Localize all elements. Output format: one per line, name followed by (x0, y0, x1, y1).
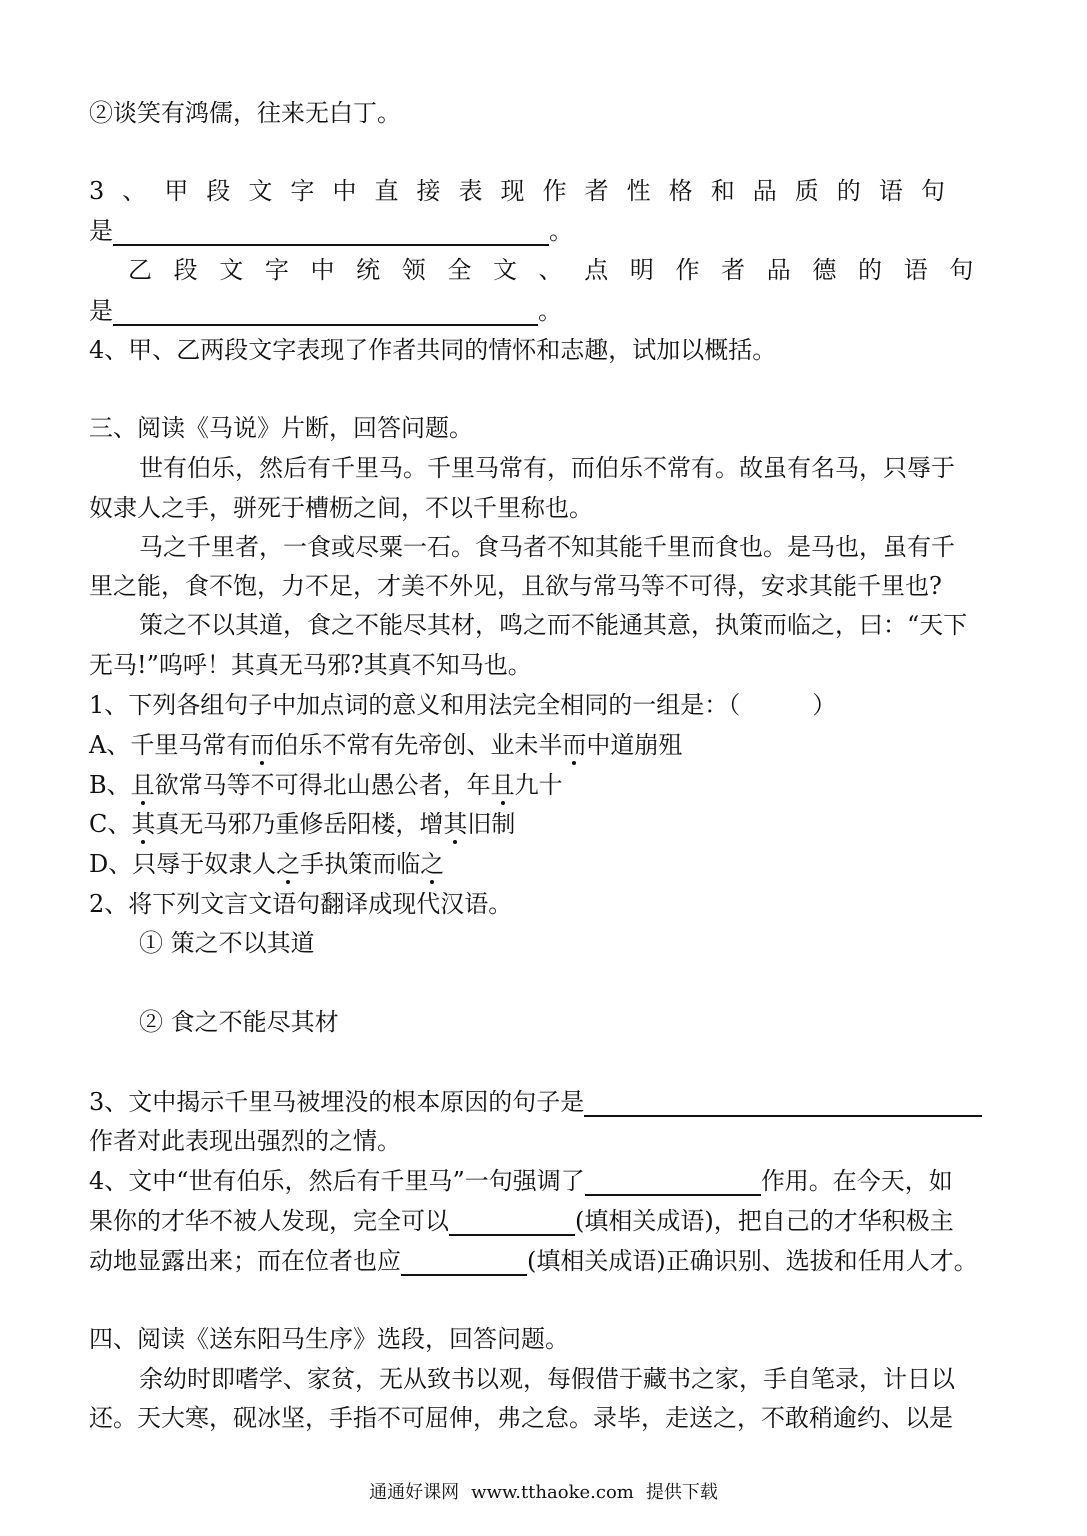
option-d-part1: D、只辱于奴隶人 (89, 850, 277, 878)
q3-b-text: 乙 段 文 字 中 统 领 全 文 、 点 明 作 者 品 德 的 语 句 (128, 256, 981, 284)
option-c-part3: 旧制 (467, 810, 516, 838)
section2-q3-line3 (128, 255, 980, 285)
q3-b-answer-blank[interactable] (113, 302, 538, 326)
q3-b-end: 是 (89, 297, 113, 325)
section3-option-a (89, 730, 682, 760)
section3-q4-line3 (89, 1246, 978, 1276)
section4-p1-line1: 余幼时即嗜学、家贫，无从致书以观，每假借于藏书之家，手自笔录，计日以 (139, 1365, 955, 1393)
section3-q3-line1 (89, 1087, 982, 1117)
option-b-part3: 九十 (514, 771, 563, 799)
section2-q3-line1 (89, 176, 950, 206)
option-c-dotted-word2: 其 (443, 810, 468, 838)
option-a-part3: 中道崩殂 (586, 731, 683, 759)
section3-option-b (89, 770, 563, 800)
q4-prompt-part1: 4、文中“世有伯乐，然后有千里马”一句强调了 (89, 1167, 585, 1195)
q3-a-answer-blank[interactable] (113, 222, 549, 246)
footer-note: 提供下载 (645, 1482, 718, 1503)
option-c-part2: 真无马邪乃重修岳阳楼，增 (155, 810, 444, 838)
section2-q3-line2 (89, 216, 573, 246)
option-b-dotted-word1: 且 (130, 771, 155, 799)
option-b-part2: 欲常马等不可得北山愚公者，年 (154, 771, 491, 799)
option-d-part2: 手执策而临 (300, 850, 421, 878)
option-d-dotted-word1: 之 (276, 850, 301, 878)
section3-p2-line1: 马之千里者，一食或尽粟一石。食马者不知其能千里而食也。是马也，虽有千 (139, 533, 955, 561)
q4-prompt-part5: 动地显露出来；而在位者也应 (89, 1247, 401, 1275)
section4-heading: 四、阅读《送东阳马生序》选段，回答问题。 (89, 1325, 569, 1353)
section3-q4-line2 (89, 1206, 954, 1236)
option-b-dotted-word2: 且 (490, 771, 515, 799)
section3-p2-line2: 里之能，食不饱，力不足，才美不外见，且欲与常马等不可得，安求其能千里也? (89, 572, 942, 600)
q3-a-text: 3 、 甲 段 文 字 中 直 接 表 现 作 者 性 格 和 品 质 的 语 句 (89, 177, 951, 205)
section2-q4: 4、甲、乙两段文字表现了作者共同的情怀和志趣，试加以概括。 (89, 336, 777, 364)
q3-b-period: 。 (538, 297, 562, 325)
q4-prompt-part6: (填相关成语)正确识别、选拔和任用人才。 (527, 1247, 978, 1275)
section3-q1: 1、下列各组句子中加点词的意义和用法完全相同的一组是：（ ） (89, 691, 837, 719)
section3-q2-item2: ② 食之不能尽其材 (139, 1008, 339, 1036)
option-d-dotted-word2: 之 (420, 850, 445, 878)
footer-url[interactable]: www.tthaoke.com (471, 1482, 634, 1503)
option-a-dotted-word1: 而 (250, 731, 275, 759)
section2-q3-line4 (89, 296, 562, 326)
q4-answer-blank1[interactable] (585, 1172, 761, 1196)
footer-site-name: 通通好课网 (369, 1482, 460, 1503)
section3-option-d (89, 849, 444, 879)
q4-answer-blank2[interactable] (449, 1212, 575, 1236)
q4-prompt-part4: (填相关成语)，把自己的才华积极主 (575, 1207, 954, 1235)
section3-option-c (89, 809, 515, 839)
section2-q2-item2: ②谈笑有鸿儒，往来无白丁。 (89, 99, 401, 127)
section3-p1-line1: 世有伯乐，然后有千里马。千里马常有，而伯乐不常有。故虽有名马，只辱于 (139, 454, 955, 482)
section3-q2: 2、将下列文言文语句翻译成现代汉语。 (89, 890, 513, 918)
section3-p1-line2: 奴隶人之手，骈死于槽枥之间，不以千里称也。 (89, 494, 593, 522)
section3-q2-item1: ① 策之不以其道 (139, 929, 315, 957)
q3-prompt: 3、文中揭示千里马被埋没的根本原因的句子是 (89, 1088, 585, 1116)
option-a-part1: A、千里马常有 (89, 731, 251, 759)
section3-q3-line2: 作者对此表现出强烈的之情。 (89, 1127, 401, 1155)
section4-p1-line2: 还。天大寒，砚冰坚，手指不可屈伸，弗之怠。录毕，走送之，不敢稍逾约、以是 (89, 1404, 953, 1432)
q4-prompt-part2: 作用。在今天，如 (760, 1167, 953, 1195)
q4-prompt-part3: 果你的才华不被人发现，完全可以 (89, 1207, 449, 1235)
option-a-dotted-word2: 而 (562, 731, 587, 759)
q3-a-end: 是 (89, 217, 113, 245)
section3-p3-line2: 无马!”呜呼！其真无马邪?其真不知马也。 (89, 651, 532, 679)
section3-q4-line1 (89, 1166, 953, 1196)
option-c-dotted-word1: 其 (131, 810, 156, 838)
q4-answer-blank3[interactable] (401, 1252, 527, 1276)
option-c-part1: C、 (89, 810, 132, 838)
section3-p3-line1: 策之不以其道，食之不能尽其材，鸣之而不能通其意，执策而临之，曰：“天下 (139, 611, 968, 639)
q3-a-period: 。 (549, 217, 573, 245)
option-b-part1: B、 (89, 771, 131, 799)
section3-heading: 三、阅读《马说》片断，回答问题。 (89, 414, 473, 442)
q3-answer-blank[interactable] (584, 1093, 982, 1117)
option-a-part2: 伯乐不常有先帝创、业未半 (274, 731, 563, 759)
page-footer (0, 1478, 1087, 1504)
